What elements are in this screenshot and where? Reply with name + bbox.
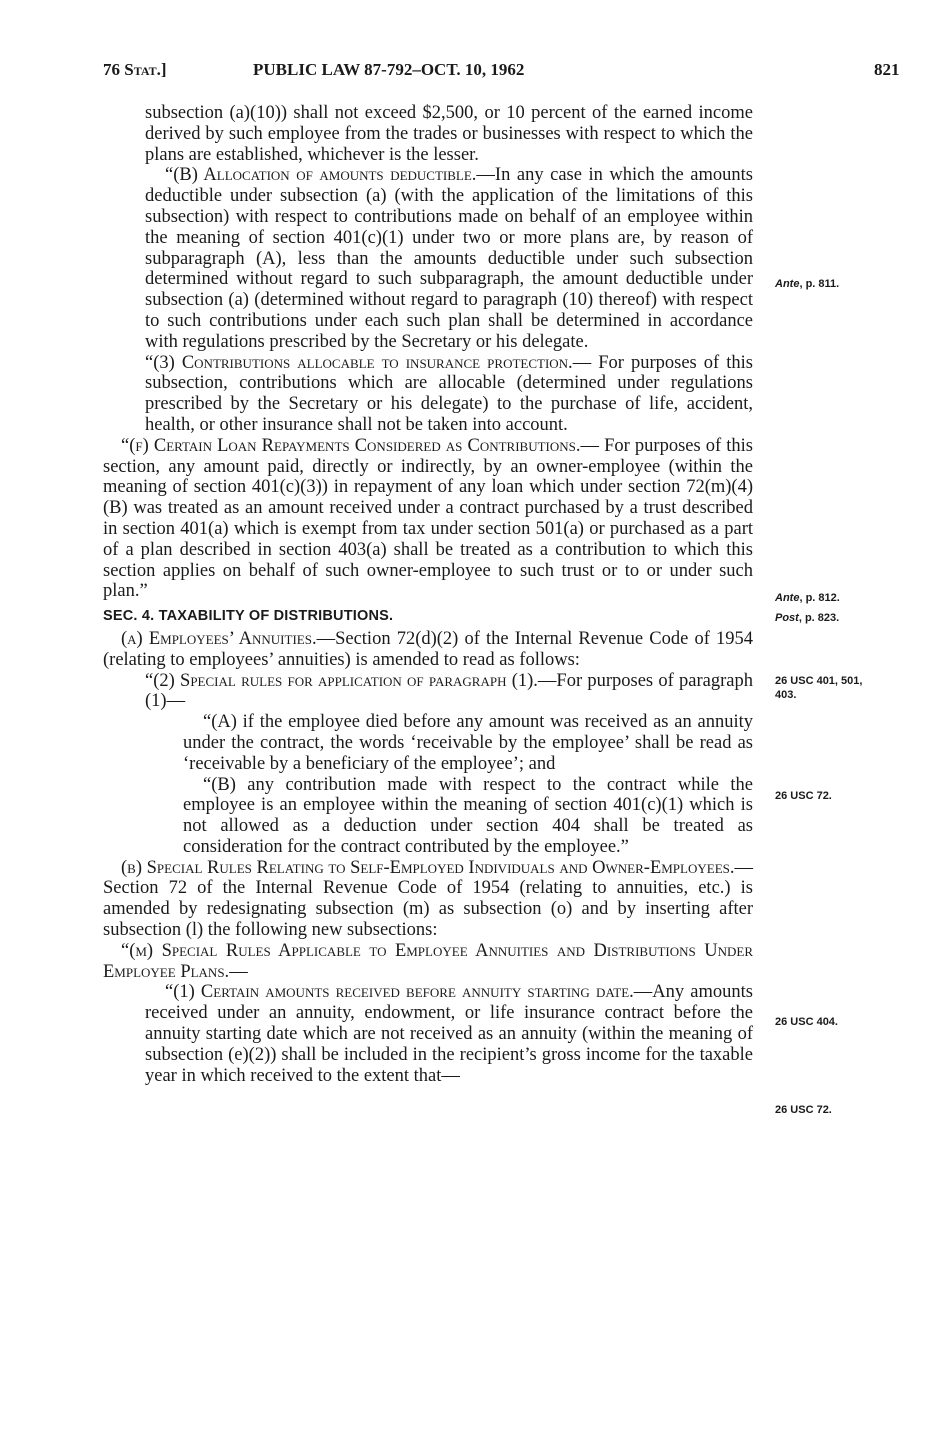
paragraph-lead: (a) Employees’ Annuities. — [121, 628, 317, 649]
margin-note-26usc72-b: 26 USC 72. — [775, 1104, 832, 1116]
paragraph-lead: “(m) Special Rules Applicable to Employee Annuities and Distributions Under Employee Plans. — [103, 940, 753, 982]
paragraph-1-certain-amounts: “(1) Certain amounts received before annuity starting date.—Any amounts received under an annuity, endowment, or life insurance contract before the annuity starting date which are not received as an annuity (within the meaning of subsection (e)(2)) shall be included in the recipient’s gross income for the taxable year in which received to the extent that— — [145, 982, 753, 1086]
page-number: 821 — [874, 60, 900, 79]
paragraph-A-died: “(A) if the employee died before any amount was received as an annuity under the contract, the words ‘receivable by the employee’ shall be read as ‘receivable by a beneficiary of the employee’; and — [183, 712, 753, 774]
paragraph-B-contribution: “(B) any contribution made with respect to the contract while the employee is an employee within the meaning of section 401(c)(1) which is not allowed as a deduction under section 404 shall be treated as consideration for the contract contributed by the employee.” — [183, 774, 753, 857]
statute-body — [103, 103, 753, 1086]
paragraph-lead: “(2) Special rules for application of paragraph (1). — [145, 670, 538, 691]
paragraph-lead: “(1) Certain amounts received before annuity starting date. — [165, 982, 634, 1003]
paragraph-lead: “(3) Contributions allocable to insurance protection. — [145, 352, 573, 373]
running-head-title: PUBLIC LAW 87-792–OCT. 10, 1962 — [253, 60, 525, 79]
paragraph-lead: “(f) Certain Loan Repayments Considered as Contributions. — [121, 435, 581, 456]
paragraph-b-self-employed: (b) Special Rules Relating to Self-Employed Individuals and Owner-Employees.—Section 72 of the Internal Revenue Code of 1954 (relating to annuities, etc.) is amended by redesignating subsection (m) as subsection (o) and by inserting after subsection (l) the following new subsections: — [103, 857, 753, 941]
paragraph-lead: (b) Special Rules Relating to Self-Employed Individuals and Owner-Employees. — [121, 857, 735, 878]
paragraph-f-loan-repayments: “(f) Certain Loan Repayments Considered as Contributions.— For purposes of this section, any amount paid, directly or indirectly, by an owner-employee (within the meaning of section 401(c)(3)) in repayment of any loan which under section 72(m)(4)(B) was treated as an amount received under a contract purchased by a trust described in section 401(a) which is exempt from tax under section 501(a) or purchased as a part of a plan described in section 403(a) shall be treated as a contribution to which this section applies on behalf of such owner-employee to such trust or to or under such plan.” — [103, 435, 753, 602]
paragraph-1: subsection (a)(10)) shall not exceed $2,500, or 10 percent of the earned income derived by such employee from the trades or businesses with respect to which the plans are established, whichever is the lesser. — [145, 103, 753, 165]
paragraph-3-insurance: “(3) Contributions allocable to insurance protection.— For purposes of this subsection, contributions which are allocable (determined under regulations prescribed by the Secretary or his delegate) to the purchase of life, accident, health, or other insurance shall not be taken into account. — [145, 352, 753, 435]
paragraph-a-employees-annuities: (a) Employees’ Annuities.—Section 72(d)(2) of the Internal Revenue Code of 1954 (relating to employees’ annuities) is amended to read as follows: — [103, 628, 753, 670]
margin-note-ante-811: Ante, p. 811. — [775, 278, 840, 290]
margin-note-26usc404: 26 USC 404. — [775, 1016, 838, 1028]
margin-note-26usc401: 26 USC 401, 501, 403. — [775, 675, 863, 701]
paragraph-lead: “(B) Allocation of amounts deductible. — [165, 165, 477, 186]
paragraph-b-allocation: “(B) Allocation of amounts deductible.—In any case in which the amounts deductible under subsection (a) (with the application of the limitations of this subsection) with respect to contributions made on behalf of an employee within the meaning of section 401(c)(1) under two or more plans are, by reason of subparagraph (A), less than the amounts deductible under such subsection determined without regard to such subparagraph, the amount deductible under subsection (a) (determined without regard to paragraph (10) thereof) with respect to such contributions under each such plan shall be determined in accordance with regulations prescribed by the Secretary or his delegate. — [145, 165, 753, 352]
paragraph-2-special-rules: “(2) Special rules for application of paragraph (1).—For purposes of paragraph (1)— — [145, 670, 753, 712]
paragraph-m-heading: “(m) Special Rules Applicable to Employee Annuities and Distributions Under Employee Plans.— — [103, 940, 753, 982]
margin-note-26usc72-a: 26 USC 72. — [775, 790, 832, 802]
margin-note-ante-812: Ante, p. 812. — [775, 592, 840, 604]
running-head-volume: 76 Stat.] — [103, 60, 167, 79]
section-heading: SEC. 4. TAXABILITY OF DISTRIBUTIONS. — [103, 608, 394, 625]
margin-note-post-823: Post, p. 823. — [775, 612, 840, 624]
